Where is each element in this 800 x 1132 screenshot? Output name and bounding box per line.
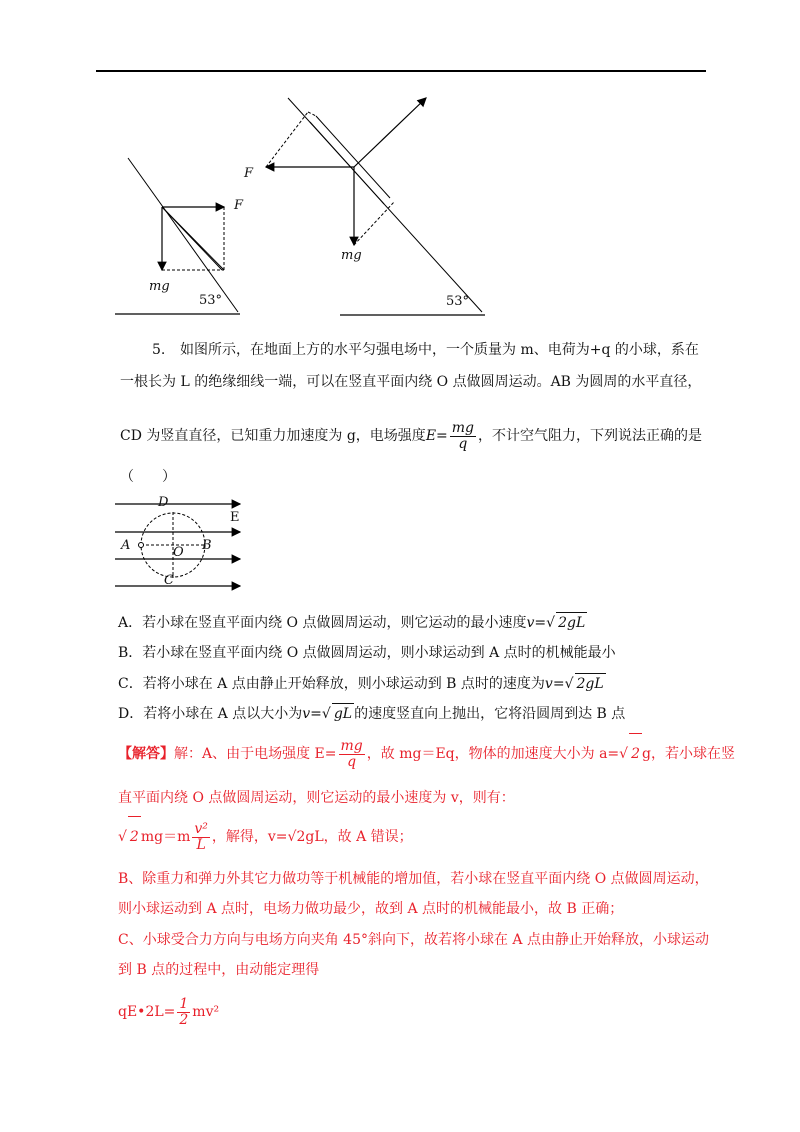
right-angle-label: 53° [446, 294, 470, 309]
label-b: B [202, 538, 212, 553]
sol3-post: ，故 A 错误； [323, 829, 413, 845]
sol1-frac [339, 739, 365, 770]
solution-head: 【解答】 [118, 746, 174, 762]
answer-paren: （ ） [120, 469, 176, 485]
option-b: B．若小球在竖直平面内绕 O 点做圆周运动，则小球运动到 A 点时的机械能最小 [118, 645, 616, 661]
q3-den: q [458, 435, 468, 452]
left-force-diagram [100, 150, 260, 320]
label-o: O [173, 545, 184, 560]
solution-line-3: √ 2 mg＝m $\frac{\text{v²}}{L}$ ，解得，v=√2gL，故 A 错误； [118, 816, 413, 857]
sol1-post: g，若小球在竖 [642, 746, 735, 762]
question-number: 5. [152, 342, 166, 358]
option-a-radicand: 2gL [556, 612, 587, 633]
sol1-den: q [347, 753, 357, 770]
resultant-line [162, 207, 224, 270]
dash1 [266, 112, 308, 167]
solution-line-4: B、除重力和弹力外其它力做功等于机械能的增加值，若小球在竖直平面内绕 O 点做圆周运动， [118, 871, 709, 887]
right-f-label: F [244, 166, 254, 181]
sol3-a: mg＝m [140, 829, 191, 845]
sol3-rad2: √2gL [287, 829, 324, 845]
sol8-frac [177, 997, 190, 1028]
left-mg-label: mg [149, 279, 170, 294]
option-c-text: C．若将小球在 A 点由静止开始释放，则小球运动到 B 点时的速度为 [118, 676, 545, 692]
q3-post: ，不计空气阻力，下列说法正确的是 [478, 428, 703, 444]
option-a: A．若小球在竖直平面内绕 O 点做圆周运动，则它运动的最小速度v=√ 2gL [118, 612, 587, 633]
solution-line-5: 则小球运动到 A 点时，电场力做功最少，故到 A 点时的机械能最小，故 B 正确； [118, 901, 624, 917]
sol3-den: L [196, 836, 206, 853]
rod-line-b [310, 122, 384, 204]
sol3-b: ，解得，v= [211, 829, 288, 845]
sol1-num: mg [340, 737, 363, 754]
solution-line-1: 【解答】解：A、由于电场强度 E= $\frac{mg}{q}$ ，故 mg＝Eq，物体的加速度大小为 a=√ 2 g，若小球在竖 [118, 733, 735, 774]
sol3-num: v² [194, 820, 208, 837]
option-c: C．若将小球在 A 点由静止开始释放，则小球运动到 B 点时的速度为v=√ 2gL [118, 673, 606, 694]
left-f-label: F [234, 198, 244, 213]
sol3-rad: 2 [128, 816, 141, 857]
ball [139, 543, 144, 548]
incline-line [128, 158, 238, 312]
option-d: D．若将小球在 A 点以大小为v=√ gL 的速度竖直向上抛出，它将沿圆周到达 B 点 [118, 703, 625, 724]
rod-line-a [316, 116, 390, 198]
dash2 [308, 112, 316, 116]
left-angle-label: 53° [199, 293, 223, 308]
sol8-den: 2 [179, 1011, 189, 1028]
solution-line-6: C、小球受合力方向与电场方向夹角 45°斜向下，故若将小球在 A 点由静止开始释放，小球运动 [118, 932, 709, 948]
sol8-post: mv² [192, 1004, 220, 1020]
sol8-pre: qE•2L= [118, 1004, 176, 1020]
q3-e: E [425, 428, 437, 444]
solution-line-8 [118, 992, 219, 1032]
question-line-2: 一根长为 L 的绝缘细线一端，可以在竖直平面内绕 O 点做圆周运动。AB 为圆周的水平直径， [120, 374, 702, 390]
sol3-frac [192, 822, 210, 853]
sol8-num: 1 [179, 995, 189, 1012]
q3-pre: CD 为竖直直径，已知重力加速度为 g，电场强度 [120, 428, 426, 444]
option-d-text: D．若将小球在 A 点以大小为 [118, 706, 303, 722]
q3-num: mg [451, 419, 475, 436]
label-d: D [158, 495, 169, 510]
solution-line-2: 直平面内绕 O 点做圆周运动，则它运动的最小速度为 v，则有： [118, 790, 515, 806]
question-line-1: 如图所示，在地面上方的水平匀强电场中，一个质量为 m、电荷为+q 的小球，系在 [180, 342, 699, 358]
option-d-radicand: gL [332, 703, 354, 724]
sol1-mid: ，故 mg＝Eq，物体的加速度大小为 a= [366, 746, 620, 762]
option-d-post: 的速度竖直向上抛出，它将沿圆周到达 B 点 [354, 706, 626, 722]
right-force-diagram [260, 90, 490, 320]
label-e: E [230, 510, 240, 525]
normal-arrow [354, 98, 426, 167]
solution-line-7: 到 B 点的过程中，由动能定理得 [118, 962, 320, 978]
header-rule [96, 70, 706, 72]
option-a-text: A．若小球在竖直平面内绕 O 点做圆周运动，则它运动的最小速度 [118, 615, 527, 631]
option-c-radicand: 2gL [575, 673, 606, 694]
right-mg-label: mg [341, 248, 362, 263]
question-line-3: CD 为竖直直径，已知重力加速度为 g，电场强度E= $\frac{mg}{q}$ ，不计空气阻力，下列说法正确的是 [120, 419, 703, 452]
label-a: A [121, 538, 131, 553]
q3-frac [450, 421, 476, 452]
sol1-pre: 解：A、由于电场强度 E= [174, 746, 337, 762]
sol1-rad: 2 [629, 733, 642, 774]
label-c: C [164, 573, 174, 588]
